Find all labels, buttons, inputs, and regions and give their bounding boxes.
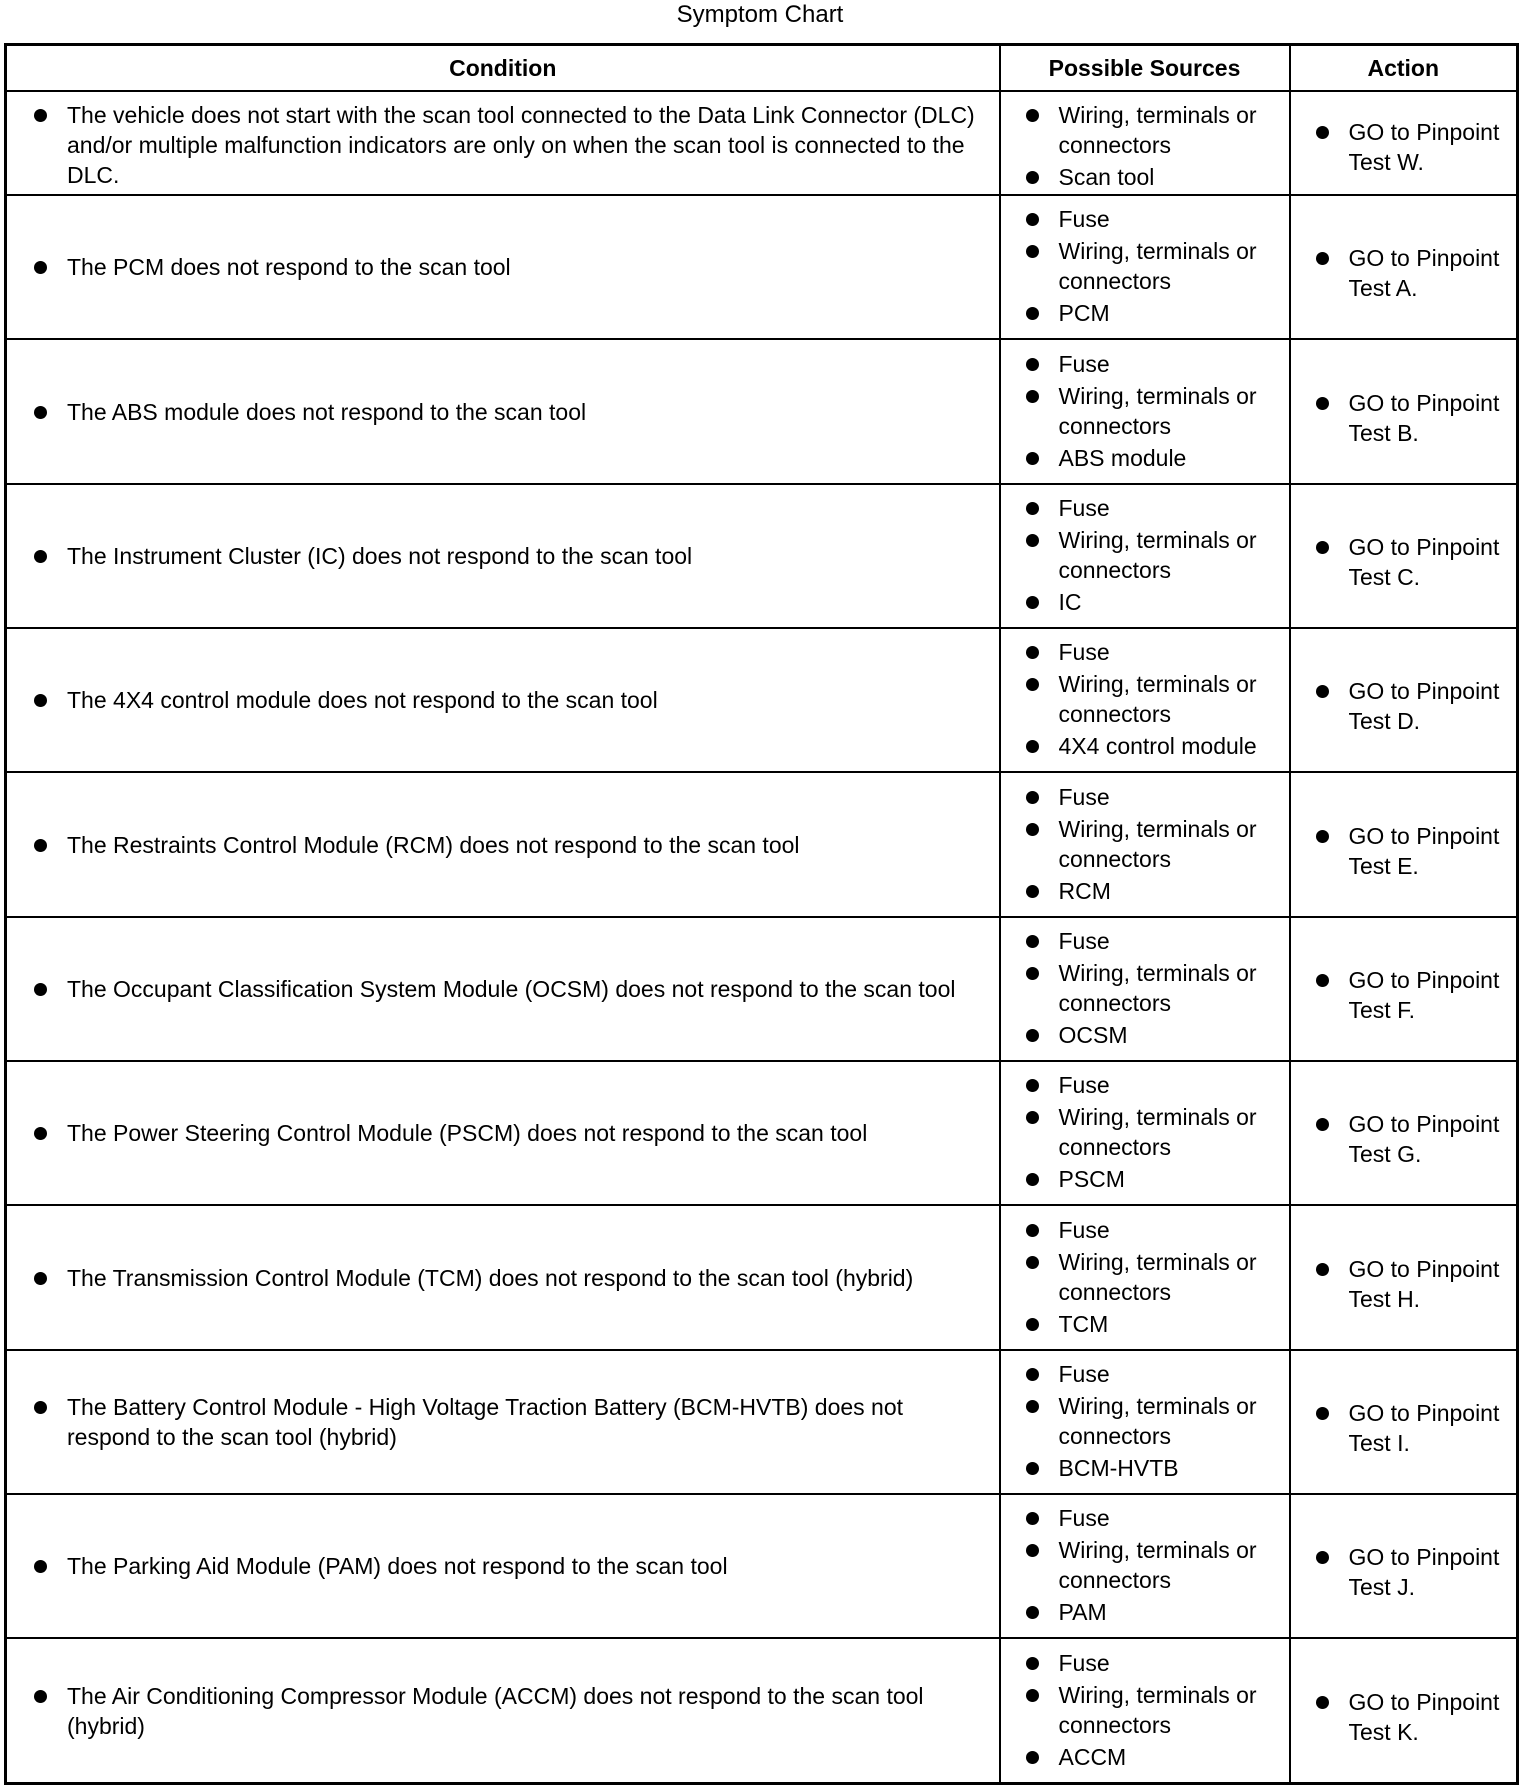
source-item: Fuse <box>1059 204 1283 234</box>
source-item: Wiring, terminals or connectors <box>1059 814 1283 874</box>
condition-cell <box>6 91 1000 195</box>
source-item: Fuse <box>1059 637 1283 667</box>
source-item: OCSM <box>1059 1020 1283 1050</box>
table-row <box>6 484 1518 628</box>
action-cell <box>1290 484 1518 628</box>
condition-cell <box>6 1350 1000 1494</box>
condition-cell <box>6 917 1000 1061</box>
action-cell <box>1290 1061 1518 1205</box>
source-item: PCM <box>1059 298 1283 328</box>
source-item: Wiring, terminals or connectors <box>1059 525 1283 585</box>
table-row <box>6 1061 1518 1205</box>
source-item: TCM <box>1059 1309 1283 1339</box>
condition-text: The 4X4 control module does not respond to the scan tool <box>67 685 991 715</box>
possible-sources-cell <box>1000 1494 1290 1638</box>
table-row <box>6 772 1518 916</box>
source-item: 4X4 control module <box>1059 731 1283 761</box>
condition-text: The ABS module does not respond to the scan tool <box>67 397 991 427</box>
condition-text: The Air Conditioning Compressor Module (ACCM) does not respond to the scan tool (hybrid) <box>67 1681 991 1741</box>
source-item: Wiring, terminals or connectors <box>1059 100 1283 160</box>
source-item: Fuse <box>1059 1648 1283 1678</box>
possible-sources-cell <box>1000 1061 1290 1205</box>
source-item: Wiring, terminals or connectors <box>1059 1680 1283 1740</box>
action-text: GO to Pinpoint Test J. <box>1349 1542 1511 1602</box>
action-cell <box>1290 339 1518 483</box>
action-text: GO to Pinpoint Test I. <box>1349 1398 1511 1458</box>
source-item: Fuse <box>1059 926 1283 956</box>
condition-cell <box>6 772 1000 916</box>
table-row <box>6 91 1518 195</box>
action-cell <box>1290 1494 1518 1638</box>
condition-cell <box>6 339 1000 483</box>
source-item: Wiring, terminals or connectors <box>1059 1102 1283 1162</box>
possible-sources-cell <box>1000 772 1290 916</box>
source-item: Wiring, terminals or connectors <box>1059 958 1283 1018</box>
source-item: Fuse <box>1059 782 1283 812</box>
condition-cell <box>6 1638 1000 1783</box>
condition-cell <box>6 195 1000 339</box>
table-row <box>6 1638 1518 1783</box>
source-item: Scan tool <box>1059 162 1283 192</box>
condition-cell <box>6 1061 1000 1205</box>
possible-sources-cell <box>1000 628 1290 772</box>
action-cell <box>1290 195 1518 339</box>
source-item: Fuse <box>1059 1215 1283 1245</box>
action-text: GO to Pinpoint Test H. <box>1349 1254 1511 1314</box>
source-item: Fuse <box>1059 493 1283 523</box>
possible-sources-cell <box>1000 339 1290 483</box>
table-row <box>6 339 1518 483</box>
condition-cell <box>6 1494 1000 1638</box>
condition-text: The Transmission Control Module (TCM) does not respond to the scan tool (hybrid) <box>67 1263 991 1293</box>
table-row <box>6 1494 1518 1638</box>
source-item: BCM-HVTB <box>1059 1453 1283 1483</box>
source-item: Wiring, terminals or connectors <box>1059 1247 1283 1307</box>
action-cell <box>1290 772 1518 916</box>
condition-cell <box>6 1205 1000 1349</box>
action-text: GO to Pinpoint Test D. <box>1349 676 1511 736</box>
table-row <box>6 1205 1518 1349</box>
condition-text: The Battery Control Module - High Voltage Traction Battery (BCM-HVTB) does not respond to the scan tool (hybrid) <box>67 1392 991 1452</box>
header-possible-sources: Possible Sources <box>1000 45 1290 92</box>
table-row <box>6 195 1518 339</box>
action-cell <box>1290 628 1518 772</box>
source-item: PSCM <box>1059 1164 1283 1194</box>
source-item: Fuse <box>1059 349 1283 379</box>
condition-text: The PCM does not respond to the scan tool <box>67 252 991 282</box>
source-item: Wiring, terminals or connectors <box>1059 1391 1283 1451</box>
source-item: PAM <box>1059 1597 1283 1627</box>
condition-text: The Power Steering Control Module (PSCM) does not respond to the scan tool <box>67 1118 991 1148</box>
condition-text: The Occupant Classification System Module (OCSM) does not respond to the scan tool <box>67 974 991 1004</box>
possible-sources-cell <box>1000 91 1290 195</box>
action-text: GO to Pinpoint Test B. <box>1349 388 1511 448</box>
chart-caption: Symptom Chart <box>676 1 844 28</box>
action-text: GO to Pinpoint Test F. <box>1349 965 1511 1025</box>
action-text: GO to Pinpoint Test K. <box>1349 1687 1511 1747</box>
condition-text: The Restraints Control Module (RCM) does not respond to the scan tool <box>67 830 991 860</box>
possible-sources-cell <box>1000 195 1290 339</box>
source-item: Wiring, terminals or connectors <box>1059 1535 1283 1595</box>
source-item: Fuse <box>1059 1359 1283 1389</box>
source-item: ACCM <box>1059 1742 1283 1772</box>
source-item: IC <box>1059 587 1283 617</box>
possible-sources-cell <box>1000 1205 1290 1349</box>
condition-text: The Parking Aid Module (PAM) does not respond to the scan tool <box>67 1551 991 1581</box>
condition-text: The Instrument Cluster (IC) does not respond to the scan tool <box>67 541 991 571</box>
possible-sources-cell <box>1000 1638 1290 1783</box>
action-cell <box>1290 917 1518 1061</box>
symptom-chart-table <box>4 43 1519 1785</box>
action-cell <box>1290 1205 1518 1349</box>
action-text: GO to Pinpoint Test W. <box>1349 117 1511 177</box>
condition-cell <box>6 484 1000 628</box>
table-row <box>6 1350 1518 1494</box>
source-item: Wiring, terminals or connectors <box>1059 669 1283 729</box>
table-row <box>6 917 1518 1061</box>
table-row <box>6 628 1518 772</box>
possible-sources-cell <box>1000 484 1290 628</box>
header-row <box>6 45 1518 92</box>
action-cell <box>1290 1638 1518 1783</box>
source-item: Fuse <box>1059 1503 1283 1533</box>
action-text: GO to Pinpoint Test E. <box>1349 821 1511 881</box>
header-condition: Condition <box>6 45 1000 92</box>
source-item: Fuse <box>1059 1070 1283 1100</box>
action-text: GO to Pinpoint Test A. <box>1349 243 1511 303</box>
chart-body <box>6 91 1518 1784</box>
source-item: ABS module <box>1059 443 1283 473</box>
source-item: Wiring, terminals or connectors <box>1059 236 1283 296</box>
header-action: Action <box>1290 45 1518 92</box>
action-text: GO to Pinpoint Test G. <box>1349 1109 1511 1169</box>
source-item: RCM <box>1059 876 1283 906</box>
condition-cell <box>6 628 1000 772</box>
possible-sources-cell <box>1000 1350 1290 1494</box>
action-cell <box>1290 1350 1518 1494</box>
source-item: Wiring, terminals or connectors <box>1059 381 1283 441</box>
action-text: GO to Pinpoint Test C. <box>1349 532 1511 592</box>
possible-sources-cell <box>1000 917 1290 1061</box>
condition-text: The vehicle does not start with the scan tool connected to the Data Link Connector (DLC) and/or multiple malfunction indicators are only on when the scan tool is connected to the DLC. <box>67 100 991 190</box>
action-cell <box>1290 91 1518 195</box>
